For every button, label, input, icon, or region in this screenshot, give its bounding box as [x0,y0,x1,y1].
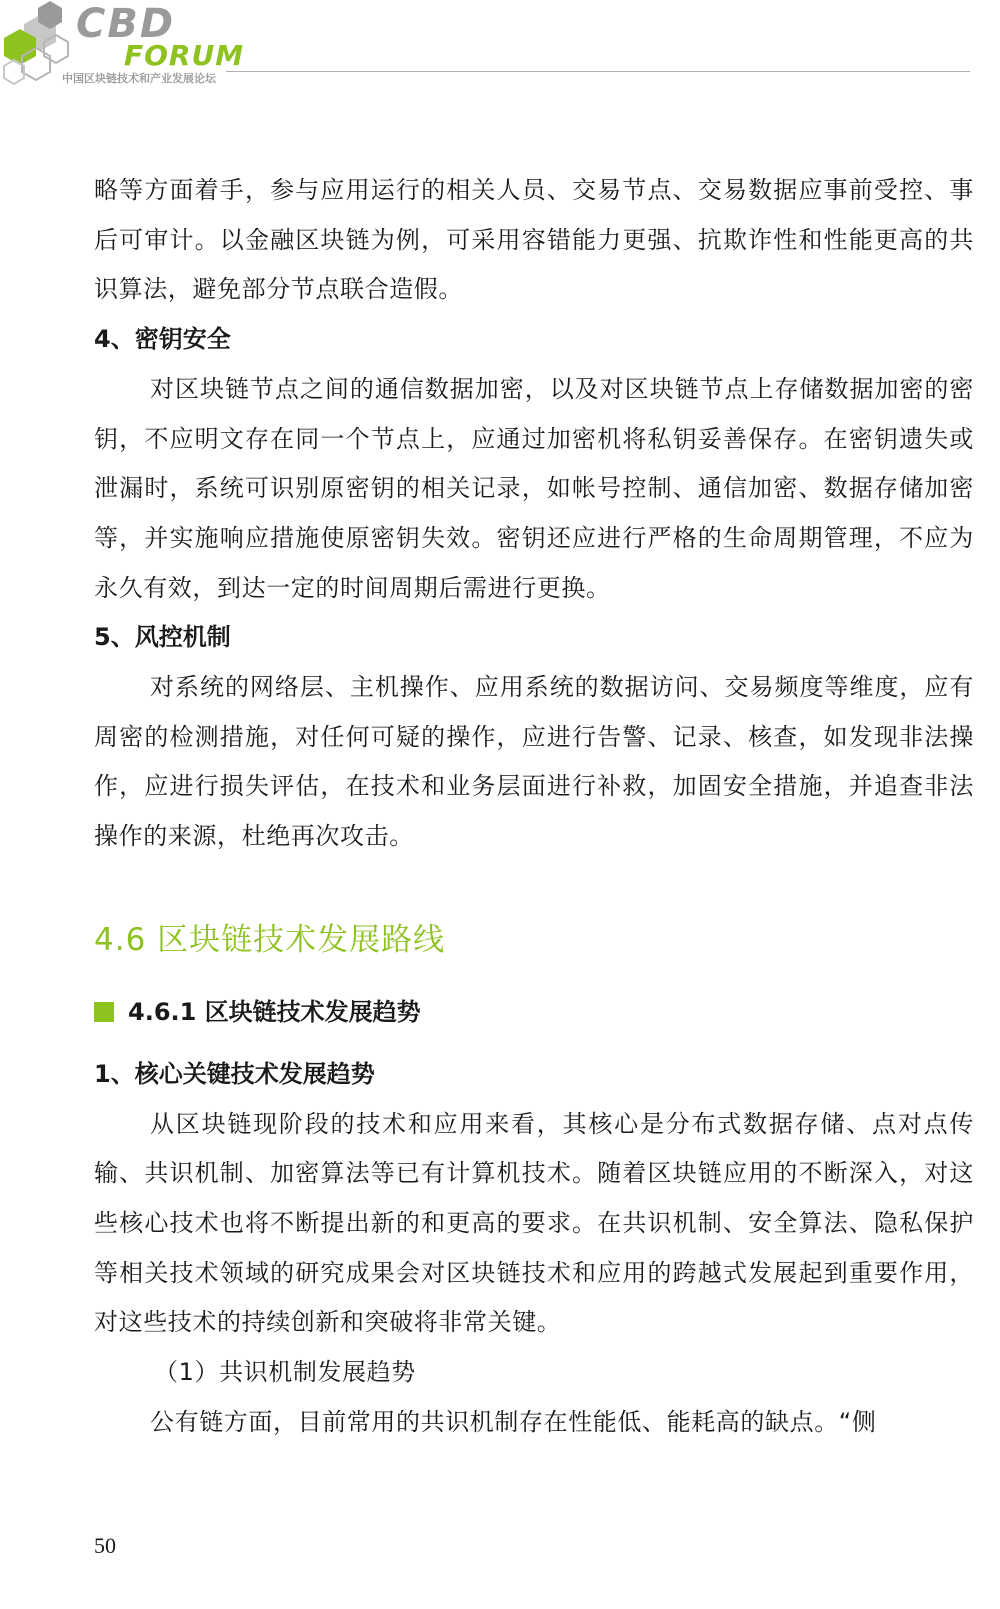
subsection-title-text: 4.6.1 区块链技术发展趋势 [128,997,421,1026]
page-header [0,0,1000,100]
green-square-icon [94,1002,114,1022]
paragraph-consensus: 公有链方面，目前常用的共识机制存在性能低、能耗高的缺点。“侧 [150,1407,877,1436]
section-title: 4.6 区块链技术发展路线 [94,921,446,958]
paragraph-core-trends: 从区块链现阶段的技术和应用来看，其核心是分布式数据存储、点对点传输、共识机制、加密算法等已有计算机技术。随着区块链应用的不断深入，对这些核心技术也将不断提出新的和更高的要求。在共识机制、安全算法、隐私保护等相关技术领域的研究成果会对区块链技术和应用的跨越式发展起到重要作用，对这些技术的持续创新和突破将非常关键。 [94,1109,974,1337]
page-number: 50 [94,1533,116,1558]
logo-cbd-text: CBD [76,1,176,47]
logo-forum-text: FORUM [124,39,245,72]
page-content [94,166,974,1447]
paragraph-continuation: 略等方面着手，参与应用运行的相关人员、交易节点、交易数据应事前受控、事后可审计。以金融区块链为例，可采用容错能力更强、抗欺诈性和性能更高的共识算法，避免部分节点联合造假。 [94,176,974,304]
header-divider [226,71,970,72]
heading-risk-control: 5、风控机制 [94,623,231,652]
heading-key-security: 4、密钥安全 [94,325,231,354]
heading-core-trends: 1、核心关键技术发展趋势 [94,1059,375,1088]
paragraph-key-security: 对区块链节点之间的通信数据加密，以及对区块链节点上存储数据加密的密钥，不应明文存在同一个节点上，应通过加密机将私钥妥善保存。在密钥遗失或泄漏时，系统可识别原密钥的相关记录，如帐号控制、通信加密、数据存储加密等，并实施响应措施使原密钥失效。密钥还应进行严格的生命周期管理，不应为永久有效，到达一定的时间周期后需进行更换。 [94,374,974,602]
subsection-title [94,988,974,1036]
heading-consensus: （1）共识机制发展趋势 [154,1358,416,1387]
logo-subtitle: 中国区块链技术和产业发展论坛 [62,72,216,85]
paragraph-risk-control: 对系统的网络层、主机操作、应用系统的数据访问、交易频度等维度，应有周密的检测措施，对任何可疑的操作，应进行告警、记录、核查，如发现非法操作，应进行损失评估，在技术和业务层面进行补救，加固安全措施，并追查非法操作的来源，杜绝再次攻击。 [94,673,974,851]
